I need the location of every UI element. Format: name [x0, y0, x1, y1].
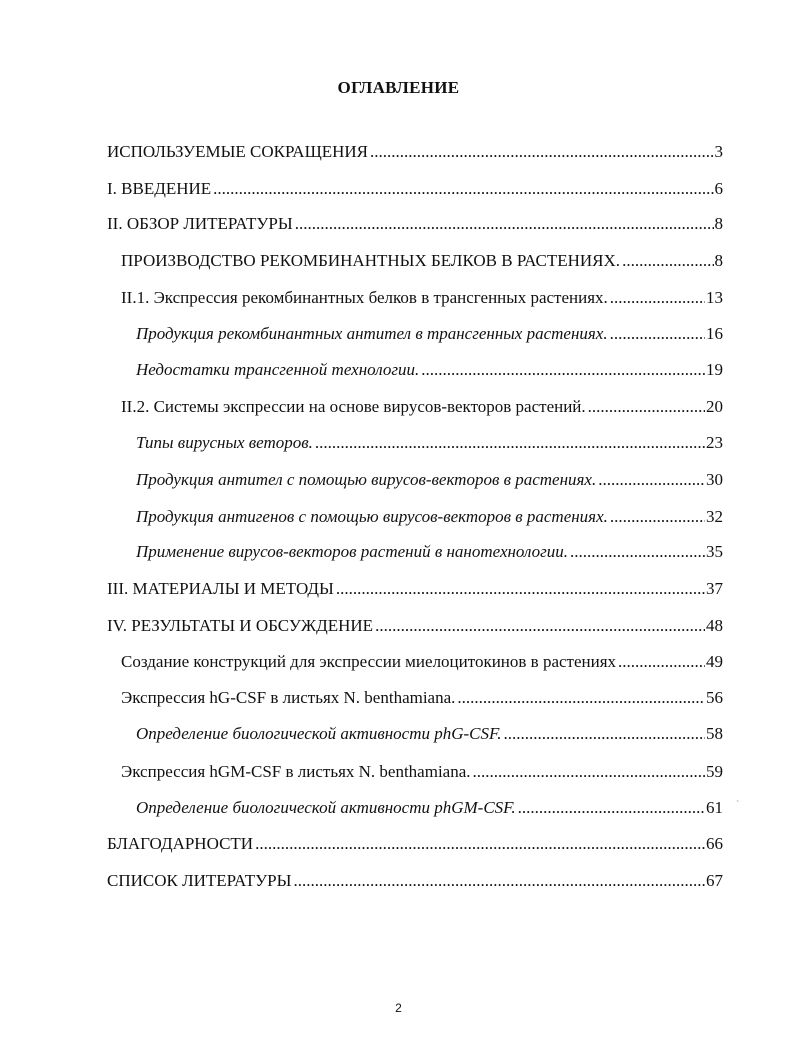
toc-entry-page: 30: [706, 470, 723, 489]
toc-entry-literature-review[interactable]: [107, 212, 723, 236]
toc-entry-label: III. МАТЕРИАЛЫ И МЕТОДЫ: [107, 579, 334, 598]
toc-entry-hgm-csf-expression[interactable]: [121, 760, 723, 784]
toc-entry-section-2-1[interactable]: [121, 286, 723, 310]
toc-entry-page: 19: [706, 360, 723, 379]
toc-leader-dots: [570, 540, 705, 564]
toc-leader-dots: [503, 722, 705, 746]
toc-leader-dots: [618, 650, 705, 674]
toc-entry-page: 3: [714, 142, 723, 161]
toc-entry-introduction[interactable]: [107, 177, 723, 201]
toc-entry-label: I. ВВЕДЕНИЕ: [107, 179, 212, 198]
toc-leader-dots: [336, 577, 705, 601]
toc-leader-dots: [622, 249, 713, 273]
toc-entry-page: 48: [706, 616, 723, 635]
toc-entry-page: 67: [706, 871, 723, 890]
toc-entry-page: 58: [706, 724, 723, 743]
toc-leader-dots: [295, 212, 714, 236]
toc-leader-dots: [293, 869, 705, 893]
toc-leader-dots: [518, 796, 705, 820]
toc-leader-dots: [588, 395, 705, 419]
toc-entry-label: Применение вирусов-векторов растений в нанотехнологии.: [136, 542, 569, 561]
toc-entry-label: ПРОИЗВОДСТВО РЕКОМБИНАНТНЫХ БЕЛКОВ В РАСТЕНИЯХ.: [121, 251, 621, 270]
toc-entry-label: Продукция антигенов с помощью вирусов-векторов в растениях.: [136, 507, 608, 526]
toc-entry-materials-methods[interactable]: [107, 577, 723, 601]
toc-entry-label: IV. РЕЗУЛЬТАТЫ И ОБСУЖДЕНИЕ: [107, 616, 374, 635]
toc-entry-page: 16: [706, 324, 723, 343]
toc-entry-hg-csf-expression[interactable]: [121, 686, 723, 710]
toc-leader-dots: [457, 686, 705, 710]
toc-leader-dots: [473, 760, 705, 784]
toc-entry-label: Экспрессия hGM-CSF в листьях N. benthamiana.: [121, 762, 471, 781]
toc-entry-antigens-via-vectors[interactable]: [136, 505, 723, 529]
toc-leader-dots: [370, 140, 714, 164]
page-number: 2: [395, 1001, 402, 1015]
toc-leader-dots: [375, 614, 705, 638]
toc-entry-label: Определение биологической активности phG-CSF.: [136, 724, 502, 743]
toc-entry-recombinant-production[interactable]: [121, 249, 723, 273]
toc-entry-label: Продукция антител с помощью вирусов-векторов в растениях.: [136, 470, 597, 489]
toc-entry-page: 6: [714, 179, 723, 198]
toc-entry-page: 8: [714, 214, 723, 233]
toc-entry-page: 23: [706, 433, 723, 452]
toc-entry-results-discussion[interactable]: [107, 614, 723, 638]
toc-entry-label: ИСПОЛЬЗУЕМЫЕ СОКРАЩЕНИЯ: [107, 142, 368, 161]
toc-entry-label: II.2. Системы экспрессии на основе вирусов-векторов растений.: [121, 397, 586, 416]
toc-entry-antibodies-via-vectors[interactable]: [136, 468, 723, 492]
toc-leader-dots: [255, 832, 705, 856]
toc-entry-page: 32: [706, 507, 723, 526]
toc-leader-dots: [610, 286, 705, 310]
toc-entry-label: Продукция рекомбинантных антител в трансгенных растениях.: [136, 324, 608, 343]
toc-entry-page: 61: [706, 798, 723, 817]
toc-entry-acknowledgements[interactable]: [107, 832, 723, 856]
toc-entry-phgm-csf-activity[interactable]: [136, 796, 723, 820]
toc-leader-dots: [421, 358, 705, 382]
toc-entry-page: 13: [706, 288, 723, 307]
toc-entry-constructs[interactable]: [121, 650, 723, 674]
toc-entry-page: 49: [706, 652, 723, 671]
toc-entry-label: Типы вирусных веторов.: [136, 433, 313, 452]
toc-entry-nanotechnology[interactable]: [136, 540, 723, 564]
toc-entry-label: Экспрессия hG-CSF в листьях N. benthamiana.: [121, 688, 456, 707]
toc-entry-label: Недостатки трансгенной технологии.: [136, 360, 420, 379]
toc-entry-label: Определение биологической активности phGM-CSF.: [136, 798, 516, 817]
toc-leader-dots: [213, 177, 713, 201]
toc-leader-dots: [610, 505, 705, 529]
toc-leader-dots: [610, 322, 705, 346]
toc-entry-label: II.1. Экспрессия рекомбинантных белков в трансгенных растениях.: [121, 288, 608, 307]
toc-entry-page: 56: [706, 688, 723, 707]
toc-entry-phg-csf-activity[interactable]: [136, 722, 723, 746]
page-title: ОГЛАВЛЕНИЕ: [337, 78, 460, 97]
toc-entry-vector-types[interactable]: [136, 431, 723, 455]
toc-entry-page: 59: [706, 762, 723, 781]
toc-entry-page: 66: [706, 834, 723, 853]
toc-entry-label: БЛАГОДАРНОСТИ: [107, 834, 254, 853]
toc-entry-transgenic-drawbacks[interactable]: [136, 358, 723, 382]
toc-entry-section-2-2[interactable]: [121, 395, 723, 419]
toc-leader-dots: [315, 431, 705, 455]
toc-entry-page: 8: [714, 251, 723, 270]
toc-entry-page: 35: [706, 542, 723, 561]
toc-entry-label: СПИСОК ЛИТЕРАТУРЫ: [107, 871, 292, 890]
toc-leader-dots: [598, 468, 705, 492]
scan-artifact-mark: `: [736, 800, 740, 811]
toc-entry-references[interactable]: [107, 869, 723, 893]
toc-entry-label: II. ОБЗОР ЛИТЕРАТУРЫ: [107, 214, 293, 233]
toc-entry-page: 37: [706, 579, 723, 598]
toc-entry-page: 20: [706, 397, 723, 416]
toc-entry-abbreviations[interactable]: [107, 140, 723, 164]
toc-entry-antibody-production[interactable]: [136, 322, 723, 346]
toc-entry-label: Создание конструкций для экспрессии миелоцитокинов в растениях: [121, 652, 617, 671]
